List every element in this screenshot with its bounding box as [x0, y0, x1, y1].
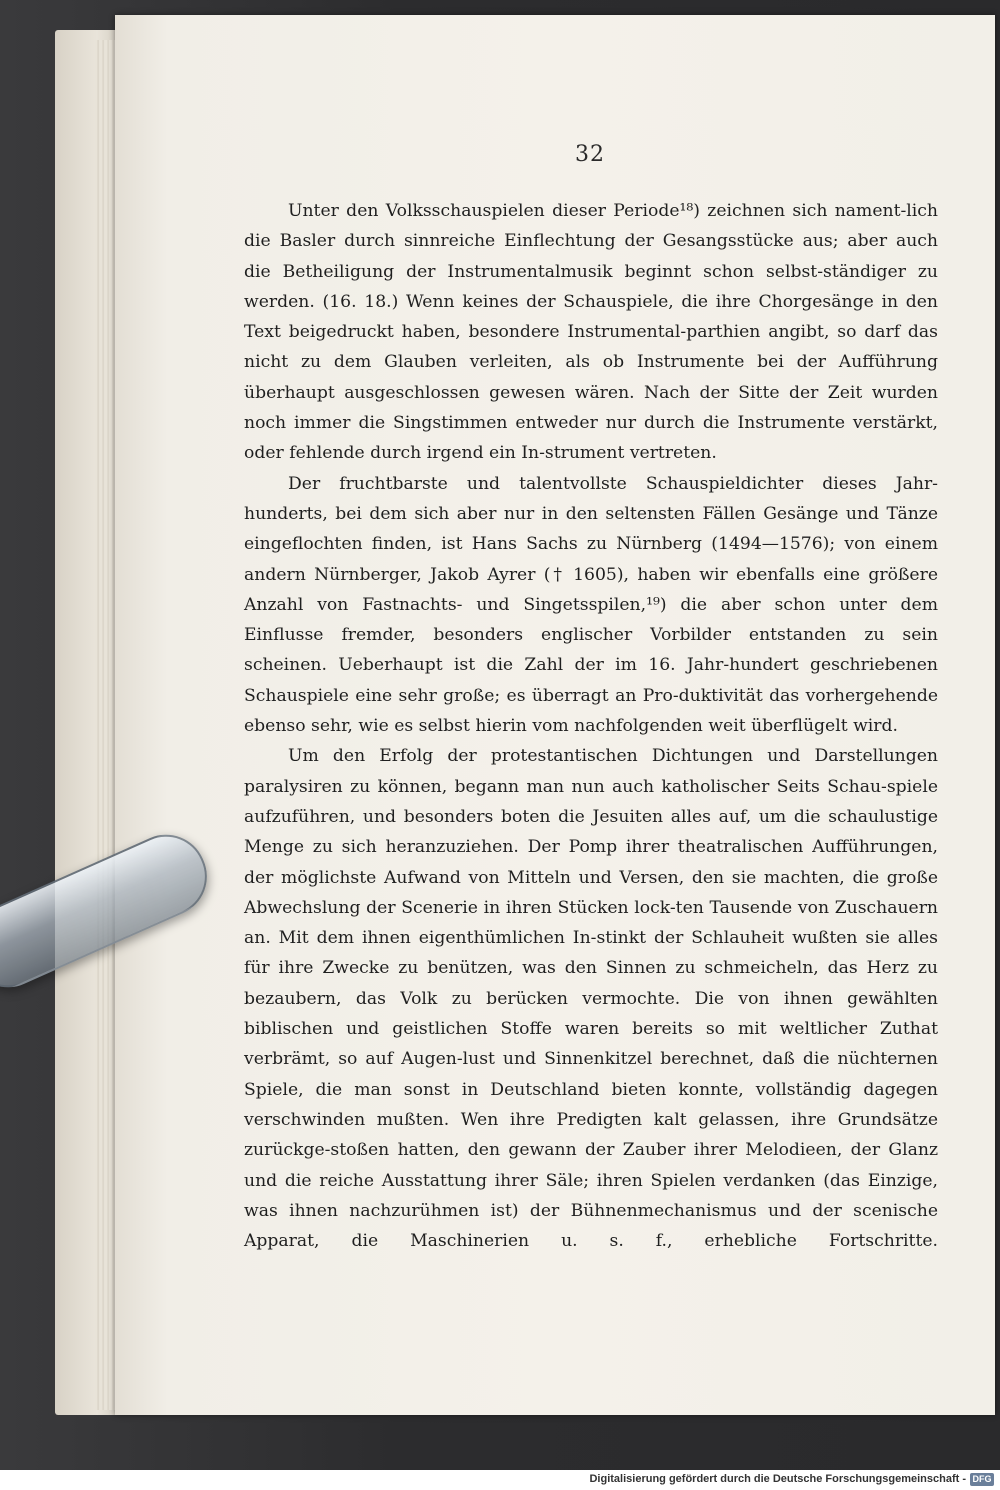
dfg-logo: DFG — [970, 1473, 994, 1486]
paragraph-2: Der fruchtbarste und talentvollste Schauspieldichter dieses Jahr-hunderts, bei dem sich aber nur in den seltensten Fällen Gesänge und Tänze eingeflochten finden, ist Hans Sachs zu Nürnberg (1494—1576); von einem andern Nürnberger, Jakob Ayrer († 1605), haben wir ebenfalls eine größere Anzahl von Fastnachts- und Singetsspilen,¹⁹) die aber schon unter dem Einflusse fremder, besonders englischer Vorbilder entstanden zu sein scheinen. Ueberhaupt ist die Zahl der im 16. Jahr-hundert geschriebenen Schauspiele eine sehr große; es überragt an Pro-duktivität das vorhergehende ebenso sehr, wie es selbst hierin vom nachfolgenden weit überflügelt wird. — [244, 473, 938, 737]
funding-credit: Digitalisierung gefördert durch die Deutsche Forschungsgemeinschaft - — [589, 1473, 966, 1485]
paragraph-3: Um den Erfolg der protestantischen Dichtungen und Darstellungen paralysiren zu können, begann man nun auch katholischer Seits Schau-spiele aufzuführen, und besonders boten die Jesuiten alles auf, um die schaulustige Menge zu sich heranzuziehen. Der Pomp ihrer theatralischen Aufführungen, der möglichste Aufwand von Mitteln und Versen, den sie machten, die große Abwechslung der Scenerie in ihren Stücken lock-ten Tausende von Zuschauern an. Mit dem ihnen eigenthümlichen In-stinkt der Schlauheit wußten sie alles für ihre Zwecke zu benützen, was den Sinnen zu schmeicheln, das Herz zu bezaubern, das Volk zu berücken vermochte. Die von ihnen gewählten biblischen und geistlichen Stoffe waren bereits so mit weltlicher Zuthat verbrämt, so auf Augen-lust und Sinnenkitzel berechnet, daß die nüchternen Spiele, die man sonst in Deutschland bieten konnte, vollständig dagegen verschwinden mußten. Wen ihre Predigten kalt gelassen, ihre Grundsätze zurückge-stoßen hatten, den gewann der Zauber ihrer Melodieen, der Glanz und die reiche Ausstattung ihrer Säle; ihren Spielen verdanken (das Einzige, was ihnen nachzurühmen ist) der Bühnenmechanismus und der scenische Apparat, die Maschinerien u. s. f., erhebliche Fortschritte. — [244, 746, 938, 1252]
page-number: 32 — [575, 142, 605, 167]
paragraph-1: Unter den Volksschauspielen dieser Periode¹⁸) zeichnen sich nament-lich die Basler durch sinnreiche Einflechtung der Gesangsstücke aus; aber auch die Betheiligung der Instrumentalmusik beginnt schon selbst-ständiger zu werden. (16. 18.) Wenn keines der Schauspiele, die ihre Chorgesänge in den Text beigedruckt haben, besondere Instrumental-parthien angibt, so darf das nicht zu dem Glauben verleiten, als ob Instrumente bei der Aufführung überhaupt ausgeschlossen gewesen wären. Nach der Sitte der Zeit wurden noch immer die Singstimmen entweder nur durch die Instrumente verstärkt, oder fehlende durch irgend ein In-strument vertreten. — [244, 201, 938, 464]
body-text — [244, 196, 938, 1256]
footer-bar — [0, 1470, 1000, 1490]
